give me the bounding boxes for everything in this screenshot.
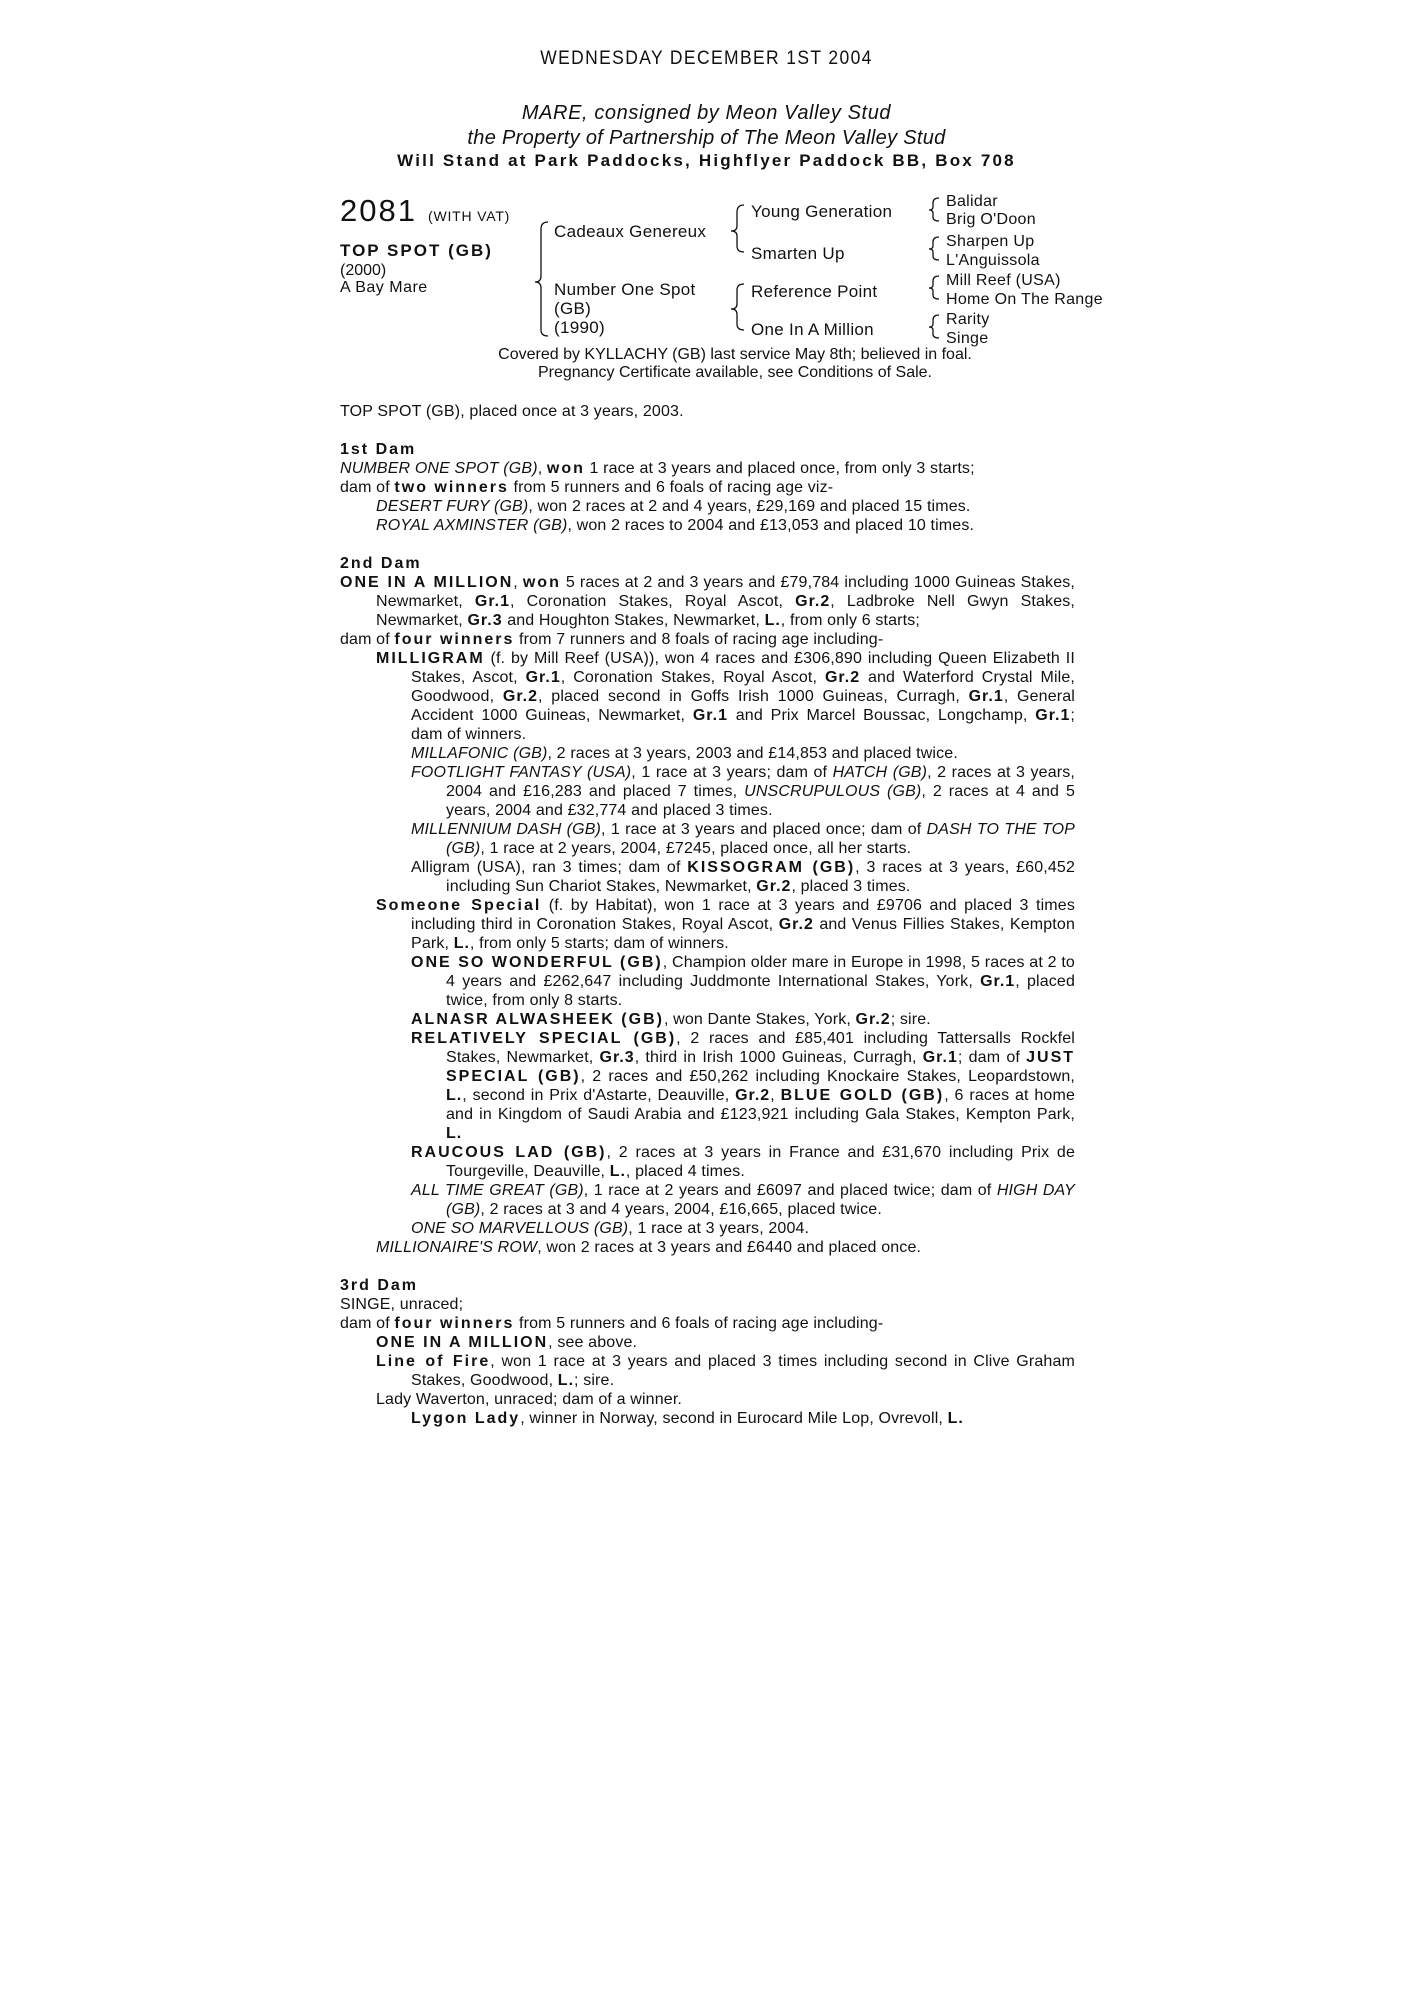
list-item: ROYAL AXMINSTER (GB), won 2 races to 2004 and £13,053 and placed 10 times. — [376, 517, 975, 534]
pedigree-gen3-6: Home On The Range — [946, 291, 1103, 308]
property-line: the Property of Partnership of The Meon Valley Stud — [467, 127, 946, 149]
dam2-record: ONE IN A MILLION, won 5 races at 2 and 3 years and £79,784 including 1000 Guineas Stakes, Newmarket, Gr.1, Coronation Stakes, Royal Ascot, Gr.2, Ladbroke Nell Gwyn Stakes, Newmarket, Gr.3 and Houghton Stakes, Newmarket, L., from only 6 starts; — [340, 574, 1075, 629]
list-item: Someone Special (f. by Habitat), won 1 race at 3 years and £9706 and placed 3 times including third in Coronation Stakes, Royal Ascot, Gr.2 and Venus Fillies Stakes, Kempton Park, L., from only 5 starts; dam of winners. — [376, 897, 1076, 952]
pedigree-dam-line1: Number One Spot — [554, 280, 696, 299]
list-item: FOOTLIGHT FANTASY (USA), 1 race at 3 years; dam of HATCH (GB), 2 races at 3 years, 2004 and £16,283 and placed 7 times, UNSCRUPULOUS (GB), 2 races at 4 and 5 years, 2004 and £32,774 and placed 3 times. — [411, 764, 1075, 819]
dam1-produce: dam of two winners from 5 runners and 6 foals of racing age viz- — [340, 479, 834, 496]
list-item: MILLIONAIRE'S ROW, won 2 races at 3 years and £6440 and placed once. — [376, 1239, 922, 1256]
list-item: Line of Fire, won 1 race at 3 years and placed 3 times including second in Clive Graham Stakes, Goodwood, L.; sire. — [376, 1353, 1075, 1389]
pedigree-dam-dam: One In A Million — [751, 320, 874, 339]
list-item: Alligram (USA), ran 3 times; dam of KISSOGRAM (GB), 3 races at 3 years, £60,452 including Sun Chariot Stakes, Newmarket, Gr.2, placed 3 times. — [411, 859, 1075, 895]
horse-name: TOP SPOT (GB) — [340, 241, 493, 260]
pedigree-gen3-1: Balidar — [946, 193, 998, 210]
list-item: DESERT FURY (GB), won 2 races at 2 and 4 years, £29,169 and placed 15 times. — [376, 498, 971, 515]
pedigree-dam-line3: (1990) — [554, 318, 605, 337]
list-item: Lygon Lady, winner in Norway, second in Eurocard Mile Lop, Ovrevoll, L. — [411, 1410, 964, 1427]
list-item: ALL TIME GREAT (GB), 1 race at 2 years and £6097 and placed twice; dam of HIGH DAY (GB), 2 races at 3 and 4 years, 2004, £16,665, placed twice. — [411, 1182, 1075, 1218]
pedigree-sire-dam: Smarten Up — [751, 244, 845, 263]
list-item: MILLIGRAM (f. by Mill Reef (USA)), won 4 races and £306,890 including Queen Elizabeth II Stakes, Ascot, Gr.1, Coronation Stakes, Royal Ascot, Gr.2 and Waterford Crystal Mile, Goodwood, Gr.2, placed second in Goffs Irish 1000 Guineas, Curragh, Gr.1, General Accident 1000 Guineas, Newmarket, Gr.1 and Prix Marcel Boussac, Longchamp, Gr.1; dam of winners. — [376, 650, 1076, 743]
list-item: ONE SO MARVELLOUS (GB), 1 race at 3 years, 2004. — [411, 1220, 810, 1237]
dam1-heading: 1st Dam — [340, 441, 417, 458]
list-item: MILLAFONIC (GB), 2 races at 3 years, 2003 and £14,853 and placed twice. — [411, 745, 958, 762]
dam3-record: SINGE, unraced; — [340, 1296, 464, 1313]
pedigree-dam-sire: Reference Point — [751, 282, 878, 301]
pedigree-gen3-8: Singe — [946, 330, 989, 347]
pedigree-gen3-7: Rarity — [946, 311, 990, 328]
list-item: ONE IN A MILLION, see above. — [376, 1334, 638, 1351]
list-item: RAUCOUS LAD (GB), 2 races at 3 years in France and £31,670 including Prix de Tourgeville, Deauville, L., placed 4 times. — [411, 1144, 1075, 1180]
covered-line1: Covered by KYLLACHY (GB) last service May 8th; believed in foal. — [498, 346, 972, 363]
pedigree-sire: Cadeaux Genereux — [554, 222, 707, 241]
list-item: MILLENNIUM DASH (GB), 1 race at 3 years and placed once; dam of DASH TO THE TOP (GB), 1 race at 2 years, 2004, £7245, placed once, all her starts. — [411, 821, 1075, 857]
pedigree-brackets — [0, 0, 1413, 360]
dam2-produce: dam of four winners from 7 runners and 8 foals of racing age including- — [340, 631, 884, 648]
summary-line: TOP SPOT (GB), placed once at 3 years, 2003. — [340, 403, 684, 420]
dam3-heading: 3rd Dam — [340, 1277, 419, 1294]
pedigree-gen3-4: L'Anguissola — [946, 252, 1040, 269]
covered-line2: Pregnancy Certificate available, see Conditions of Sale. — [538, 364, 932, 381]
list-item: RELATIVELY SPECIAL (GB), 2 races and £85,401 including Tattersalls Rockfel Stakes, Newmarket, Gr.3, third in Irish 1000 Guineas, Curragh, Gr.1; dam of JUST SPECIAL (GB), 2 races and £50,262 including Knockaire Stakes, Leopardstown, L., second in Prix d'Astarte, Deauville, Gr.2, BLUE GOLD (GB), 6 races at home and in Kingdom of Saudi Arabia and £123,921 including Gala Stakes, Kempton Park, L. — [411, 1030, 1076, 1142]
horse-year: (2000) — [340, 262, 387, 279]
horse-description: A Bay Mare — [340, 279, 428, 296]
catalogue-body — [340, 402, 1075, 1428]
dam3-produce: dam of four winners from 5 runners and 6 foals of racing age including- — [340, 1315, 884, 1332]
pedigree-gen3-3: Sharpen Up — [946, 233, 1035, 250]
pedigree-dam-line2: (GB) — [554, 299, 592, 318]
vat-note: (WITH VAT) — [428, 208, 511, 224]
pedigree-gen3-5: Mill Reef (USA) — [946, 272, 1061, 289]
pedigree-sire-sire: Young Generation — [751, 202, 893, 221]
lot-number: 2081 — [340, 193, 417, 228]
stand-line: Will Stand at Park Paddocks, Highflyer Paddock BB, Box 708 — [397, 151, 1016, 170]
dam2-heading: 2nd Dam — [340, 555, 422, 572]
list-item: Lady Waverton, unraced; dam of a winner. — [376, 1391, 683, 1408]
list-item: ONE SO WONDERFUL (GB), Champion older mare in Europe in 1998, 5 races at 2 to 4 years and £262,647 including Juddmonte International Stakes, York, Gr.1, placed twice, from only 8 starts. — [411, 954, 1075, 1009]
covered-note — [340, 346, 1130, 382]
sale-date: WEDNESDAY DECEMBER 1ST 2004 — [540, 48, 873, 69]
list-item: ALNASR ALWASHEEK (GB), won Dante Stakes, York, Gr.2; sire. — [411, 1011, 931, 1028]
pedigree-gen3-2: Brig O'Doon — [946, 211, 1036, 228]
consignment-line: MARE, consigned by Meon Valley Stud — [521, 102, 892, 124]
dam1-record: NUMBER ONE SPOT (GB), won 1 race at 3 years and placed once, from only 3 starts; — [340, 460, 975, 477]
